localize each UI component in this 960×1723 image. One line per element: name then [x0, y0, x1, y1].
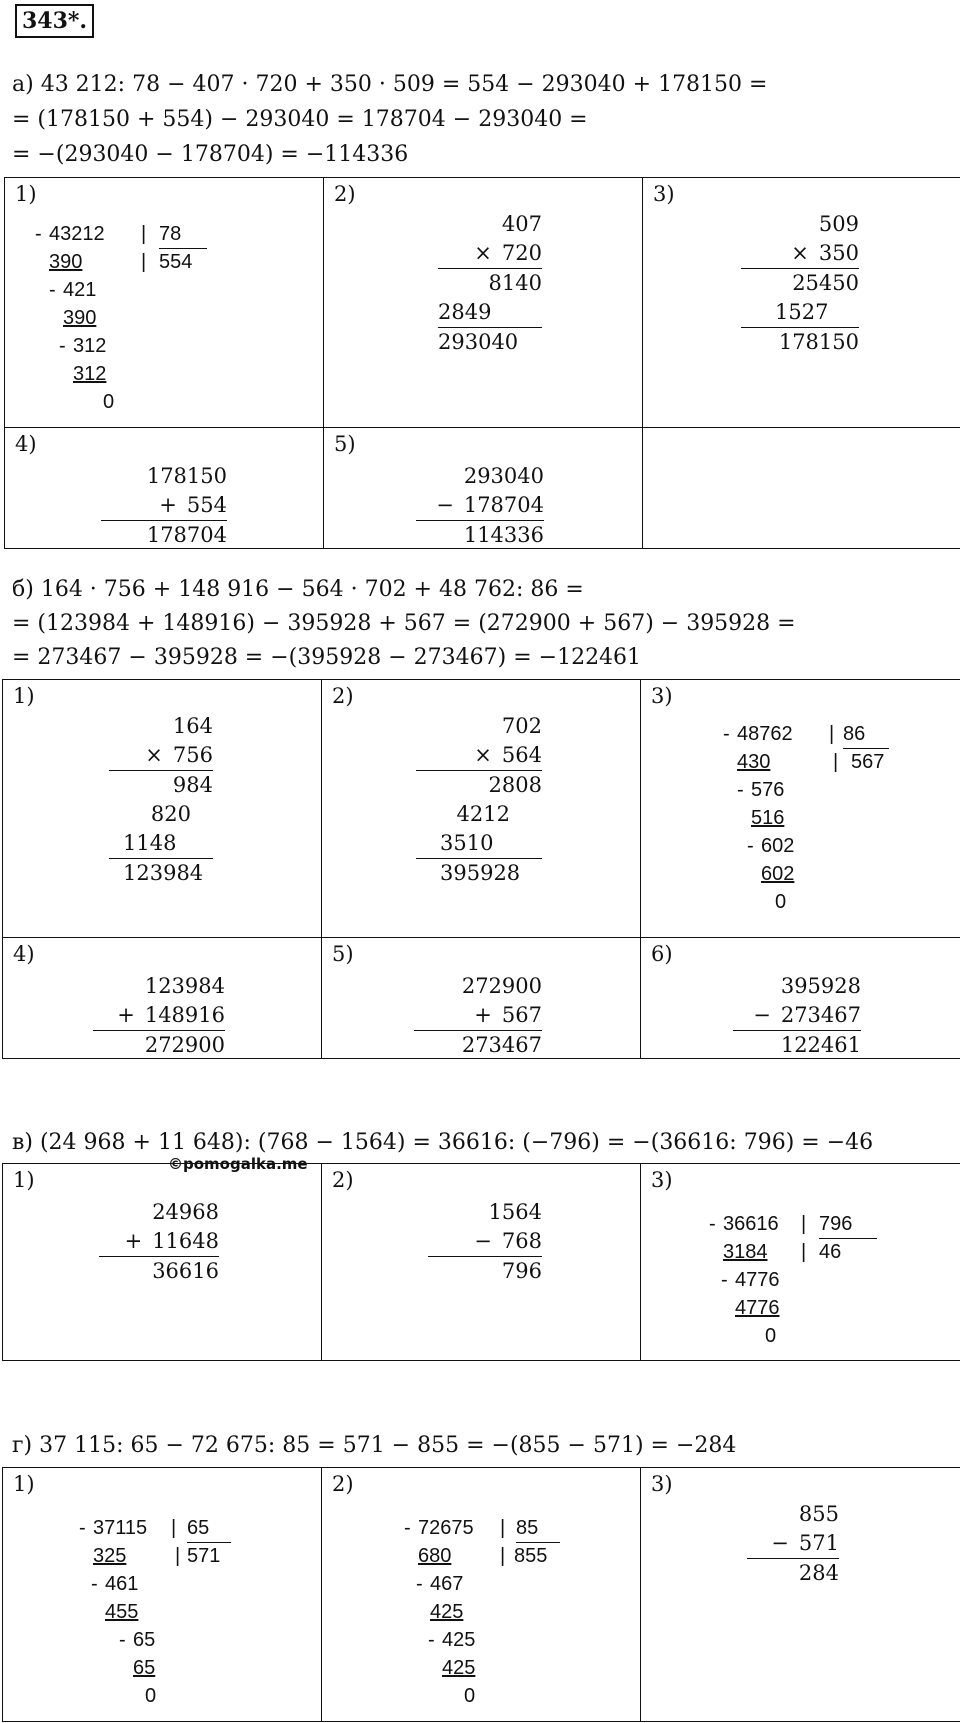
equation-v-line1: в) (24 968 + 11 648): (768 − 1564) = 36616: (−796) = −(36616: 796) = −46: [12, 1130, 874, 1155]
subtraction-a5: 293040 − 178704 114336: [416, 462, 544, 550]
subtraction-b6: 395928 − 273467 122461: [733, 972, 861, 1060]
multiplication-b2: 702 × 564 2808 4212 3510 395928: [416, 712, 542, 888]
cell-a6-empty: [643, 428, 960, 549]
cell-v2: 2) 1564 − 768 796: [322, 1164, 641, 1361]
long-division-b3: - 48762 | 86 430 | 567 - 576 516 - 602 602 0: [737, 720, 793, 916]
cell-a4: 4) 178150 + 554 178704: [5, 428, 324, 549]
cell-a3: 3) 509 × 350 25450 1527 178150: [643, 178, 960, 428]
cell-a1: 1) - 43212 | 78 390 | 554 - 421 390 - 312 312 0: [5, 178, 324, 428]
task-number: 343*.: [15, 4, 94, 38]
cell-a2: 2) 407 × 720 8140 2849 293040: [324, 178, 643, 428]
equation-a-line2: = (178150 + 554) − 293040 = 178704 − 293040 =: [12, 107, 588, 132]
addition-b4: 123984 + 148916 272900: [93, 972, 225, 1060]
cell-b1: 1) 164 × 756 984 820 1148 123984: [3, 680, 322, 938]
long-division-g2: - 72675 | 85 680 | 855 - 467 425 - 425 425 0: [418, 1514, 474, 1710]
cell-b6: 6) 395928 − 273467 122461: [641, 938, 960, 1059]
long-division-a1: - 43212 | 78 390 | 554 - 421 390 - 312 312 0: [49, 220, 105, 416]
cell-v1: 1) 24968 + 11648 36616: [3, 1164, 322, 1361]
table-a: [4, 177, 960, 549]
multiplication-b1: 164 × 756 984 820 1148 123984: [109, 712, 213, 888]
long-division-g1: - 37115 | 65 325 | 571 - 461 455 - 65 65 0: [93, 1514, 147, 1710]
addition-v1: 24968 + 11648 36616: [99, 1198, 219, 1286]
equation-a-line1: а) 43 212: 78 − 407 · 720 + 350 · 509 = 554 − 293040 + 178150 =: [12, 72, 768, 97]
equation-g-line1: г) 37 115: 65 − 72 675: 85 = 571 − 855 = −(855 − 571) = −284: [12, 1433, 737, 1458]
multiplication-a2: 407 × 720 8140 2849 293040: [438, 212, 542, 354]
cell-g3: 3) 855 − 571 284: [641, 1468, 960, 1722]
equation-b-line3: = 273467 − 395928 = −(395928 − 273467) = −122461: [12, 645, 642, 670]
long-division-v3: - 36616 | 796 3184 | 46 - 4776 4776 0: [723, 1210, 779, 1350]
cell-g1: 1) - 37115 | 65 325 | 571 - 461 455 - 65 65 0: [3, 1468, 322, 1722]
cell-b5: 5) 272900 + 567 273467: [322, 938, 641, 1059]
addition-a4: 178150 + 554 178704: [101, 462, 227, 550]
subtraction-v2: 1564 − 768 796: [428, 1198, 542, 1286]
equation-a-line3: = −(293040 − 178704) = −114336: [12, 142, 409, 167]
subtraction-g3: 855 − 571 284: [747, 1500, 839, 1588]
cell-g2: 2) - 72675 | 85 680 | 855 - 467 425 - 425 425 0: [322, 1468, 641, 1722]
cell-a5: 5) 293040 − 178704 114336: [324, 428, 643, 549]
table-g: [2, 1467, 960, 1722]
table-v: [2, 1163, 960, 1361]
addition-b5: 272900 + 567 273467: [414, 972, 542, 1060]
cell-v3: 3) - 36616 | 796 3184 | 46 - 4776 4776 0: [641, 1164, 960, 1361]
multiplication-a3: 509 × 350 25450 1527 178150: [741, 210, 859, 357]
cell-b4: 4) 123984 + 148916 272900: [3, 938, 322, 1059]
cell-b3: 3) - 48762 | 86 430 | 567 - 576 516 - 602 602 0: [641, 680, 960, 938]
table-b: [2, 679, 960, 1059]
equation-b-line2: = (123984 + 148916) − 395928 + 567 = (272900 + 567) − 395928 =: [12, 611, 796, 636]
cell-b2: 2) 702 × 564 2808 4212 3510 395928: [322, 680, 641, 938]
equation-b-line1: б) 164 · 756 + 148 916 − 564 · 702 + 48 762: 86 =: [12, 577, 584, 602]
watermark: ©pomogalka.me: [168, 1155, 308, 1173]
